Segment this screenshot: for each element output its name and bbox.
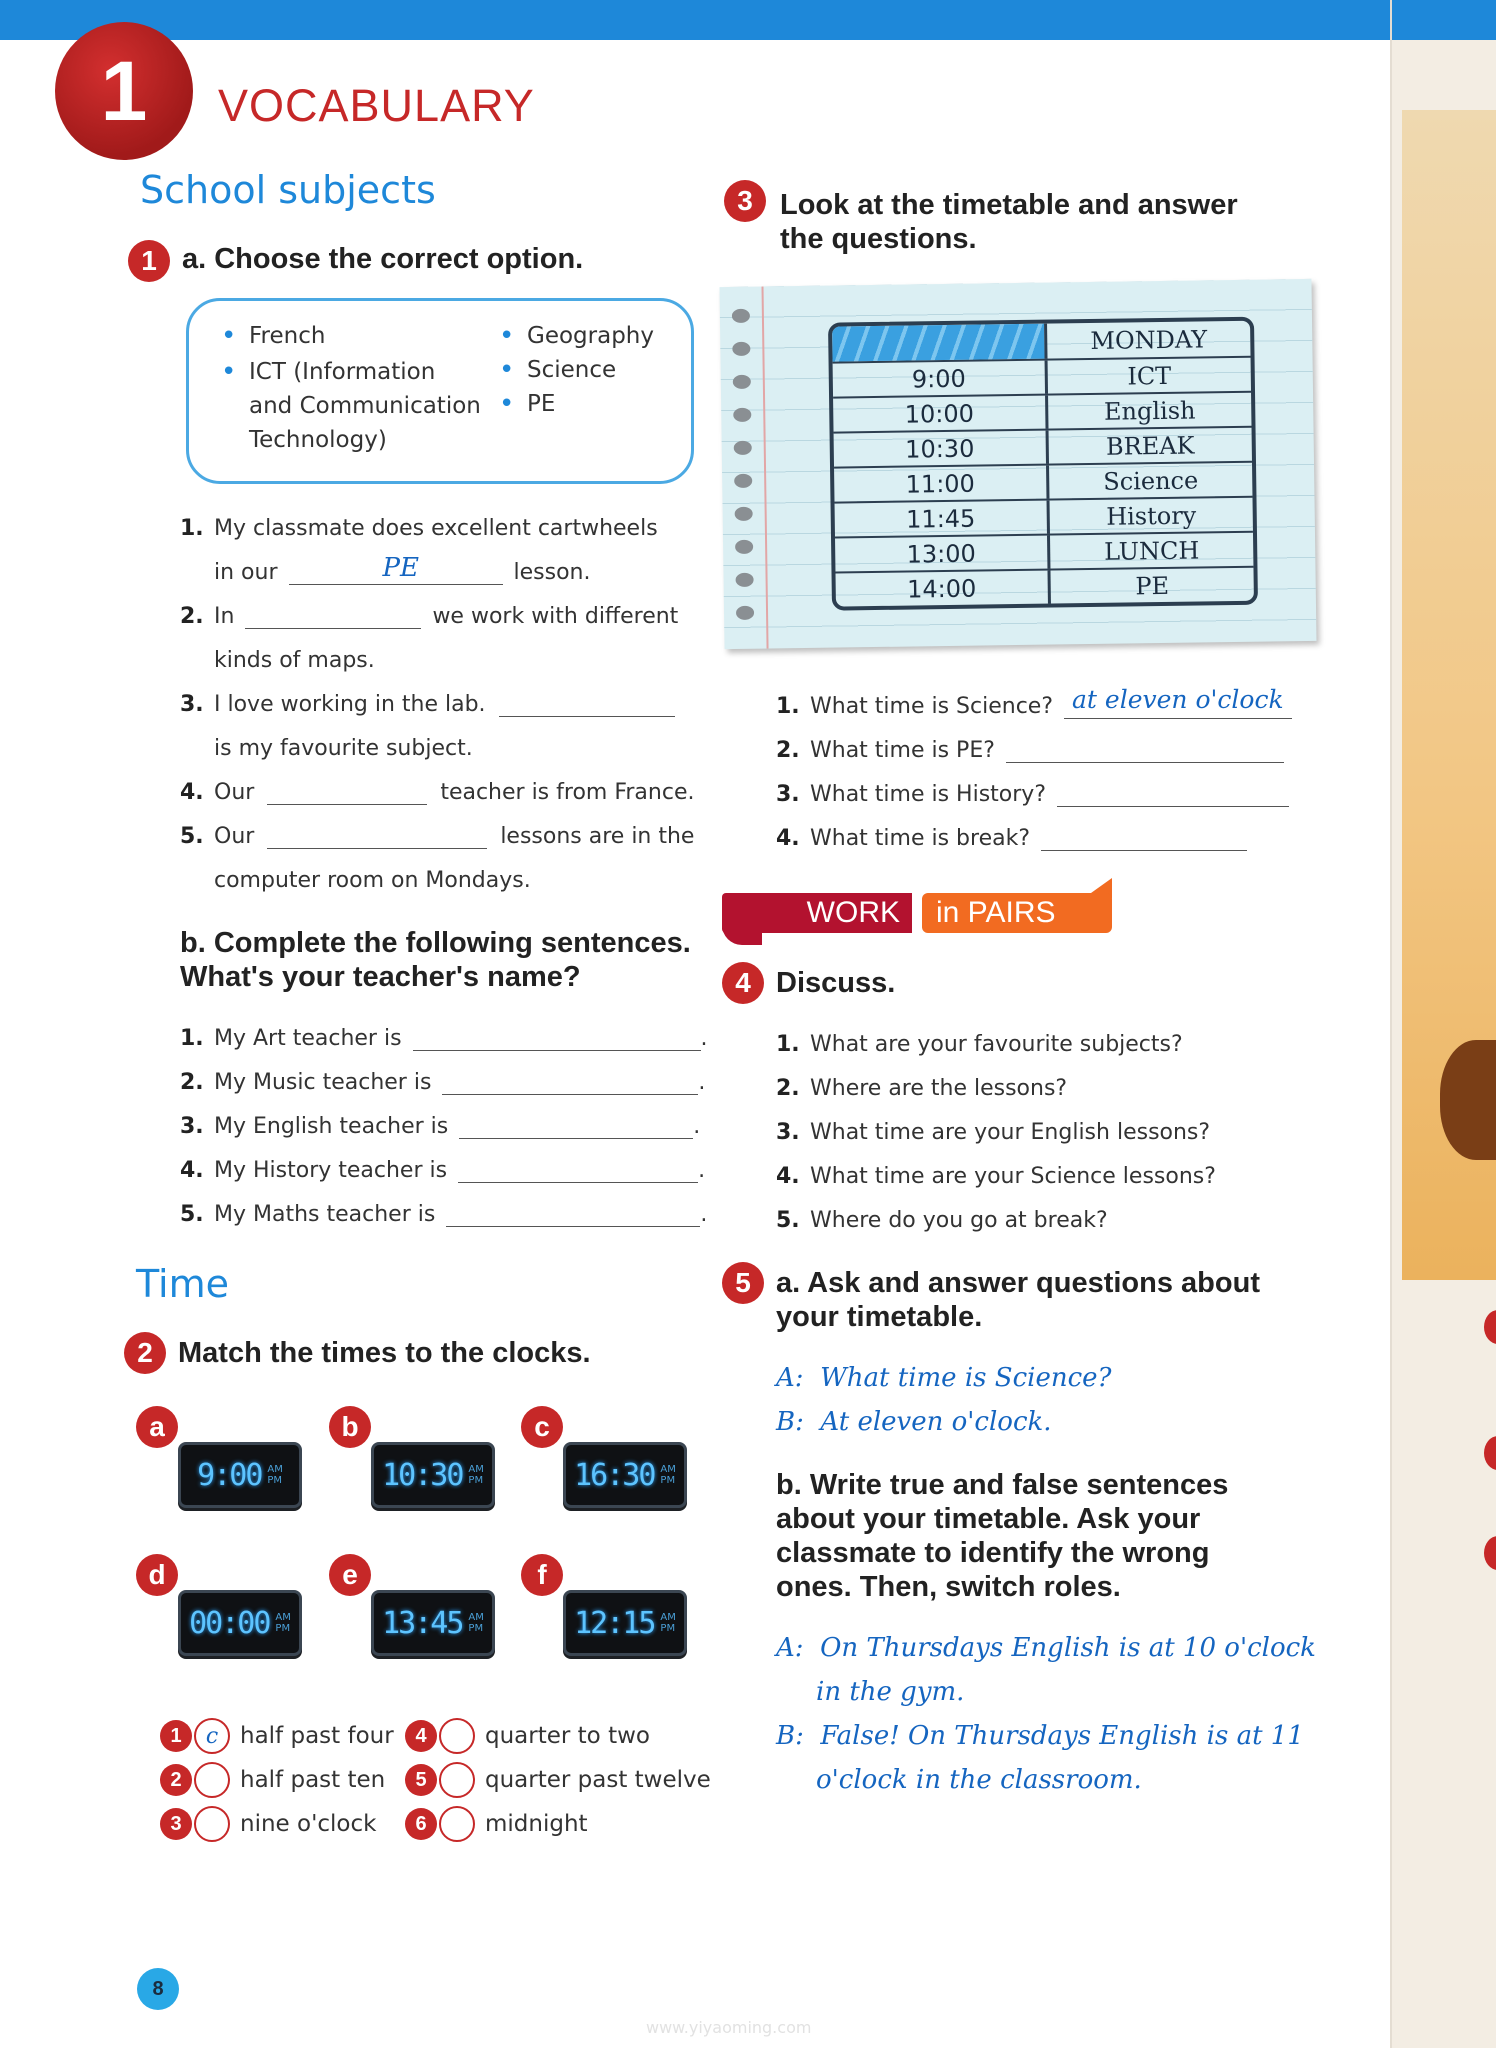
word-geography: • Geography xyxy=(527,319,654,353)
ex1-item-4: 4. Our teacher is from France. xyxy=(180,780,695,805)
exercise-3-instruction-1: Look at the timetable and answer xyxy=(780,189,1238,221)
timetable-row: 11:45 History xyxy=(835,496,1253,537)
clock-a-letter: a xyxy=(136,1406,178,1448)
ex1-item-5-line2: computer room on Mondays. xyxy=(214,868,531,893)
ex1-item-4-blank[interactable] xyxy=(267,783,427,805)
timetable-day: MONDAY xyxy=(1090,324,1208,355)
timetable-row: 11:00 Science xyxy=(834,461,1252,502)
clock-d[interactable]: 00:00 AM PM xyxy=(178,1590,302,1656)
page-number: 8 xyxy=(137,1968,179,2010)
match-item-6: 6 midnight xyxy=(405,1806,588,1842)
ex1-item-2: 2. In we work with different xyxy=(180,604,679,629)
ex4-item-3: 3. What time are your English lessons? xyxy=(776,1120,1211,1145)
clock-a[interactable]: 9:00 AM PM xyxy=(178,1442,302,1508)
match-answer-3[interactable] xyxy=(194,1806,230,1842)
ex4-item-1: 1. What are your favourite subjects? xyxy=(776,1032,1183,1057)
word-french: • French xyxy=(249,319,325,353)
match-item-1: 1 c half past four xyxy=(160,1718,394,1754)
clock-c-letter: c xyxy=(521,1406,563,1448)
top-color-bar xyxy=(0,0,1390,40)
ex1b-item-1: 1. My Art teacher is . xyxy=(180,1026,708,1051)
ex1b-item-3: 3. My English teacher is . xyxy=(180,1114,701,1139)
word-ict-line2: and Communication xyxy=(249,393,481,419)
ex5a-dialog-b: B: At eleven o'clock. xyxy=(776,1407,1052,1437)
work-label: WORK xyxy=(722,893,912,933)
word-ict-line3: Technology) xyxy=(249,427,387,453)
ex1b-item-5-blank[interactable] xyxy=(446,1205,700,1227)
ex3-question-3: 3. What time is History? xyxy=(776,782,1289,807)
timetable-row: 13:00 LUNCH xyxy=(835,531,1253,572)
timetable-row: 10:30 BREAK xyxy=(834,426,1252,467)
match-answer-5[interactable] xyxy=(439,1762,475,1798)
word-pe: • PE xyxy=(527,387,555,421)
pairs-label: in PAIRS xyxy=(922,893,1112,933)
clock-f-letter: f xyxy=(521,1554,563,1596)
exercise-5b-instruction-4: ones. Then, switch roles. xyxy=(776,1571,1121,1603)
ex3-answer-1[interactable]: at eleven o'clock xyxy=(1064,697,1292,719)
exercise-1a-instruction: a. Choose the correct option. xyxy=(182,243,584,275)
time-heading: Time xyxy=(136,1262,229,1306)
ex1b-item-5: 5. My Maths teacher is . xyxy=(180,1202,708,1227)
ex3-question-2: 2. What time is PE? xyxy=(776,738,1284,763)
match-answer-1[interactable]: c xyxy=(194,1718,230,1754)
ex5b-dialog-b-2: o'clock in the classroom. xyxy=(816,1765,1142,1795)
exercise-5a-instruction-1: a. Ask and answer questions about xyxy=(776,1267,1260,1299)
match-item-3: 3 nine o'clock xyxy=(160,1806,376,1842)
match-answer-4[interactable] xyxy=(439,1718,475,1754)
ex3-answer-2[interactable] xyxy=(1006,741,1284,763)
ex4-item-5: 5. Where do you go at break? xyxy=(776,1208,1108,1233)
exercise-4-instruction: Discuss. xyxy=(776,967,896,999)
exercise-1-number: 1 xyxy=(128,240,170,282)
ex1-item-3: 3. I love working in the lab. xyxy=(180,692,675,717)
watermark: www.yiyaoming.com xyxy=(646,2018,812,2037)
exercise-5b-instruction-2: about your timetable. Ask your xyxy=(776,1503,1201,1535)
ex1-item-1: 1. My classmate does excellent cartwheels xyxy=(180,516,658,541)
exercise-2-instruction: Match the times to the clocks. xyxy=(178,1337,591,1369)
exercise-5a-instruction-2: your timetable. xyxy=(776,1301,983,1333)
exercise-5b-instruction-1: b. Write true and false sentences xyxy=(776,1469,1229,1501)
clock-b[interactable]: 10:30 AM PM xyxy=(371,1442,495,1508)
word-box xyxy=(186,298,694,484)
exercise-1b-instruction-2: What's your teacher's name? xyxy=(180,961,581,993)
exercise-5-number: 5 xyxy=(722,1262,764,1304)
exercise-3-instruction-2: the questions. xyxy=(780,223,977,255)
match-item-2: 2 half past ten xyxy=(160,1762,385,1798)
timetable-header-row xyxy=(832,321,1250,362)
ex1-item-3-line2: is my favourite subject. xyxy=(214,736,473,761)
exercise-3-number: 3 xyxy=(724,180,766,222)
ex4-item-4: 4. What time are your Science lessons? xyxy=(776,1164,1216,1189)
ex5b-dialog-a-2: in the gym. xyxy=(816,1677,965,1707)
next-page-edge xyxy=(1390,0,1496,2048)
ex3-answer-4[interactable] xyxy=(1041,829,1247,851)
ex1b-item-4: 4. My History teacher is . xyxy=(180,1158,706,1183)
clock-d-letter: d xyxy=(136,1554,178,1596)
ex1b-item-1-blank[interactable] xyxy=(413,1029,701,1051)
timetable-row: 9:00 ICT xyxy=(833,356,1251,397)
exercise-4-number: 4 xyxy=(722,962,764,1004)
ex5b-dialog-a-1: A: On Thursdays English is at 10 o'clock xyxy=(776,1633,1316,1663)
ex4-item-2: 2. Where are the lessons? xyxy=(776,1076,1068,1101)
section-title: VOCABULARY xyxy=(218,80,535,131)
ex5b-dialog-b-1: B: False! On Thursdays English is at 11 xyxy=(776,1721,1304,1751)
ex1-item-2-blank[interactable] xyxy=(245,607,421,629)
ex1b-item-2: 2. My Music teacher is . xyxy=(180,1070,706,1095)
unit-number-badge: 1 xyxy=(55,22,193,160)
ex1b-item-4-blank[interactable] xyxy=(458,1161,698,1183)
clock-c[interactable]: 16:30 AM PM xyxy=(563,1442,687,1508)
ex1-item-1-blank[interactable]: PE xyxy=(289,563,503,585)
exercise-2-number: 2 xyxy=(124,1332,166,1374)
ex1-item-5-blank[interactable] xyxy=(267,827,487,849)
match-item-5: 5 quarter past twelve xyxy=(405,1762,711,1798)
ex3-answer-3[interactable] xyxy=(1057,785,1289,807)
match-answer-6[interactable] xyxy=(439,1806,475,1842)
match-item-4: 4 quarter to two xyxy=(405,1718,650,1754)
clock-b-letter: b xyxy=(329,1406,371,1448)
ex1-item-3-blank[interactable] xyxy=(499,695,675,717)
ex1-item-1-line2: in our PE lesson. xyxy=(214,553,591,585)
ex5a-dialog-a: A: What time is Science? xyxy=(776,1363,1112,1393)
ex1-item-5: 5. Our lessons are in the xyxy=(180,824,695,849)
word-ict: • ICT (Information xyxy=(249,355,435,389)
ex3-question-1: 1. What time is Science? at eleven o'clock xyxy=(776,694,1292,719)
ex1b-item-2-blank[interactable] xyxy=(442,1073,698,1095)
exercise-1b-instruction-1: b. Complete the following sentences. xyxy=(180,927,691,959)
clock-e-letter: e xyxy=(329,1554,371,1596)
clock-e[interactable]: 13:45 AM PM xyxy=(371,1590,495,1656)
match-answer-2[interactable] xyxy=(194,1762,230,1798)
timetable xyxy=(828,317,1258,611)
ex1b-item-3-blank[interactable] xyxy=(459,1117,693,1139)
timetable-notebook xyxy=(720,279,1317,649)
ex1-item-2-line2: kinds of maps. xyxy=(214,648,375,673)
school-subjects-heading: School subjects xyxy=(140,168,436,212)
timetable-row: 10:00 English xyxy=(833,391,1251,432)
clock-f[interactable]: 12:15 AM PM xyxy=(563,1590,687,1656)
timetable-row: 14:00 PE xyxy=(835,566,1253,607)
ex3-question-4: 4. What time is break? xyxy=(776,826,1247,851)
word-science: • Science xyxy=(527,353,616,387)
exercise-5b-instruction-3: classmate to identify the wrong xyxy=(776,1537,1210,1569)
